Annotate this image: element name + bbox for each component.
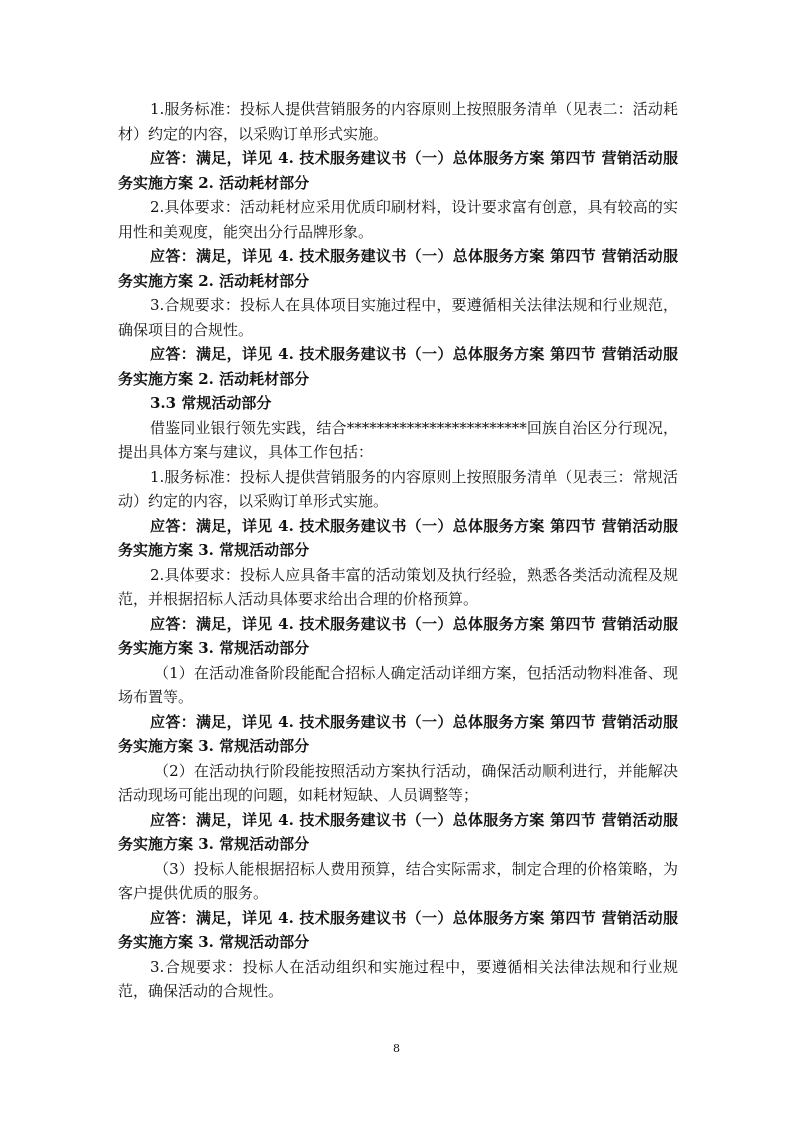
answer-paragraph: 应答：满足，详见 4. 技术服务建议书（一）总体服务方案 第四节 营销活动服务实施方案 3. 常规活动部分	[118, 810, 678, 853]
answer-paragraph: 应答：满足，详见 4. 技术服务建议书（一）总体服务方案 第四节 营销活动服务实施方案 3. 常规活动部分	[118, 516, 678, 559]
paragraph-service-standard-regular: 1.服务标准：投标人提供营销服务的内容原则上按照服务清单（见表三：常规活动）约定的内容，以采购订单形式实施。	[118, 467, 678, 510]
paragraph-specific-requirements-consumables: 2.具体要求：活动耗材应采用优质印刷材料，设计要求富有创意，具有较高的实用性和美观度，能突出分行品牌形象。	[118, 198, 678, 241]
answer-paragraph: 应答：满足，详见 4. 技术服务建议书（一）总体服务方案 第四节 营销活动服务实施方案 2. 活动耗材部分	[118, 345, 678, 388]
sub-item-1: （1）在活动准备阶段能配合招标人确定活动详细方案，包括活动物料准备、现场布置等。	[118, 663, 678, 706]
sub-item-2: （2）在活动执行阶段能按照活动方案执行活动，确保活动顺利进行，并能解决活动现场可能出现的问题，如耗材短缺、人员调整等；	[118, 761, 678, 804]
paragraph-specific-requirements-regular: 2.具体要求：投标人应具备丰富的活动策划及执行经验，熟悉各类活动流程及规范，并根据招标人活动具体要求给出合理的价格预算。	[118, 565, 678, 608]
answer-paragraph: 应答：满足，详见 4. 技术服务建议书（一）总体服务方案 第四节 营销活动服务实施方案 2. 活动耗材部分	[118, 247, 678, 290]
answer-paragraph: 应答：满足，详见 4. 技术服务建议书（一）总体服务方案 第四节 营销活动服务实施方案 3. 常规活动部分	[118, 908, 678, 951]
paragraph-service-standard-consumables: 1.服务标准：投标人提供营销服务的内容原则上按照服务清单（见表二：活动耗材）约定的内容，以采购订单形式实施。	[118, 100, 678, 143]
paragraph-compliance-requirements-activity: 3.合规要求：投标人在活动组织和实施过程中，要遵循相关法律法规和行业规范，确保活动的合规性。	[118, 957, 678, 1000]
answer-paragraph: 应答：满足，详见 4. 技术服务建议书（一）总体服务方案 第四节 营销活动服务实施方案 2. 活动耗材部分	[118, 149, 678, 192]
document-body	[118, 97, 678, 1004]
answer-paragraph: 应答：满足，详见 4. 技术服务建议书（一）总体服务方案 第四节 营销活动服务实施方案 3. 常规活动部分	[118, 712, 678, 755]
paragraph-compliance-requirements-project: 3.合规要求：投标人在具体项目实施过程中，要遵循相关法律法规和行业规范，确保项目的合规性。	[118, 296, 678, 339]
paragraph-intro: 借鉴同业银行领先实践，结合************************回族自治区分行现况，提出具体方案与建议，具体工作包括：	[118, 418, 678, 461]
page-number: 8	[393, 1042, 400, 1055]
answer-paragraph: 应答：满足，详见 4. 技术服务建议书（一）总体服务方案 第四节 营销活动服务实施方案 3. 常规活动部分	[118, 614, 678, 657]
sub-item-3: （3）投标人能根据招标人费用预算，结合实际需求，制定合理的价格策略，为客户提供优质的服务。	[118, 859, 678, 902]
section-heading-regular-activities: 3.3 常规活动部分	[150, 394, 272, 412]
